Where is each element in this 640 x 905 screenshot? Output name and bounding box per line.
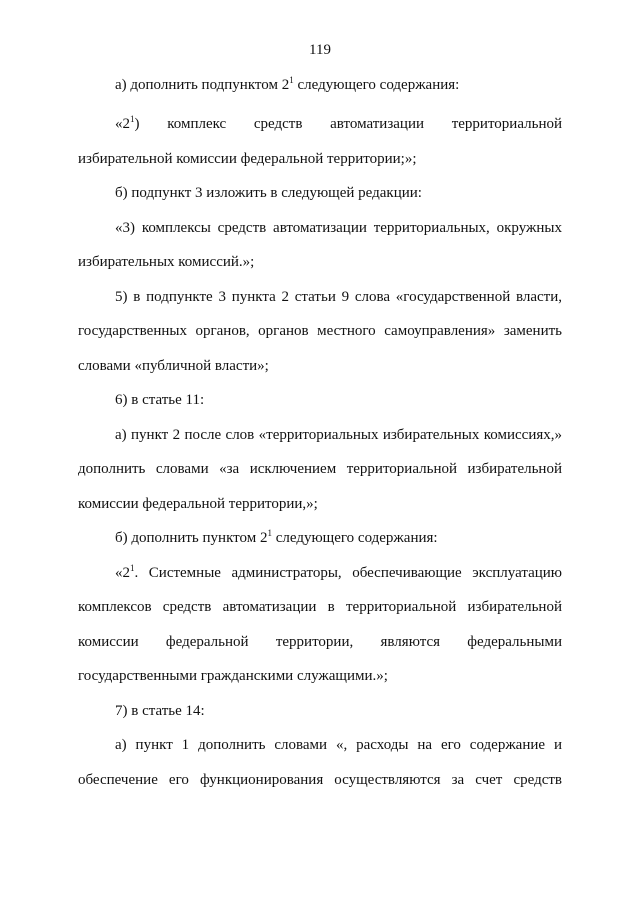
paragraph-line: избирательных комиссий.»;: [78, 254, 255, 270]
paragraph-line: комиссии федеральной территории,»;: [78, 496, 318, 512]
paragraph-line: государственными гражданскими служащими.»;: [78, 668, 388, 684]
superscript: 1: [130, 563, 135, 573]
page-number: 119: [309, 42, 331, 58]
paragraph-line: дополнить словами «за исключением территориальной избирательной: [78, 461, 562, 477]
paragraph-line: «3) комплексы средств автоматизации территориальных, окружных: [115, 220, 562, 236]
paragraph-line: комиссии федеральной территории, являются федеральными: [78, 634, 562, 650]
paragraph-line: а) пункт 1 дополнить словами «, расходы на его содержание и: [115, 737, 562, 753]
superscript: 1: [130, 114, 135, 124]
paragraph-line: государственных органов, органов местного самоуправления» заменить: [78, 323, 562, 339]
superscript: 1: [289, 75, 294, 85]
paragraph-line: словами «публичной власти»;: [78, 358, 269, 374]
paragraph-line: 5) в подпункте 3 пункта 2 статьи 9 слова «государственной власти,: [115, 289, 562, 305]
paragraph-line: б) подпункт 3 изложить в следующей редакции:: [115, 185, 422, 201]
paragraph-line: 7) в статье 14:: [115, 703, 205, 719]
paragraph-line: комплексов средств автоматизации в территориальной избирательной: [78, 599, 562, 615]
paragraph-line: обеспечение его функционирования осуществляются за счет средств: [78, 772, 562, 788]
paragraph-line: «$2^1$) комплекс средств автоматизации территориальной: [115, 114, 562, 132]
paragraph-line: избирательной комиссии федеральной территории;»;: [78, 151, 417, 167]
paragraph-line: а) пункт 2 после слов «территориальных избирательных комиссиях,»: [115, 427, 562, 443]
paragraph-line: 6) в статье 11:: [115, 392, 205, 408]
paragraph-line: «$2^1$. Системные администраторы, обеспечивающие эксплуатацию: [115, 563, 562, 581]
paragraph-line: а) дополнить подпунктом $2^1$ следующего содержания:: [115, 75, 460, 93]
superscript: 1: [267, 528, 272, 538]
paragraph-line: б) дополнить пунктом $2^1$ следующего содержания:: [115, 528, 438, 546]
